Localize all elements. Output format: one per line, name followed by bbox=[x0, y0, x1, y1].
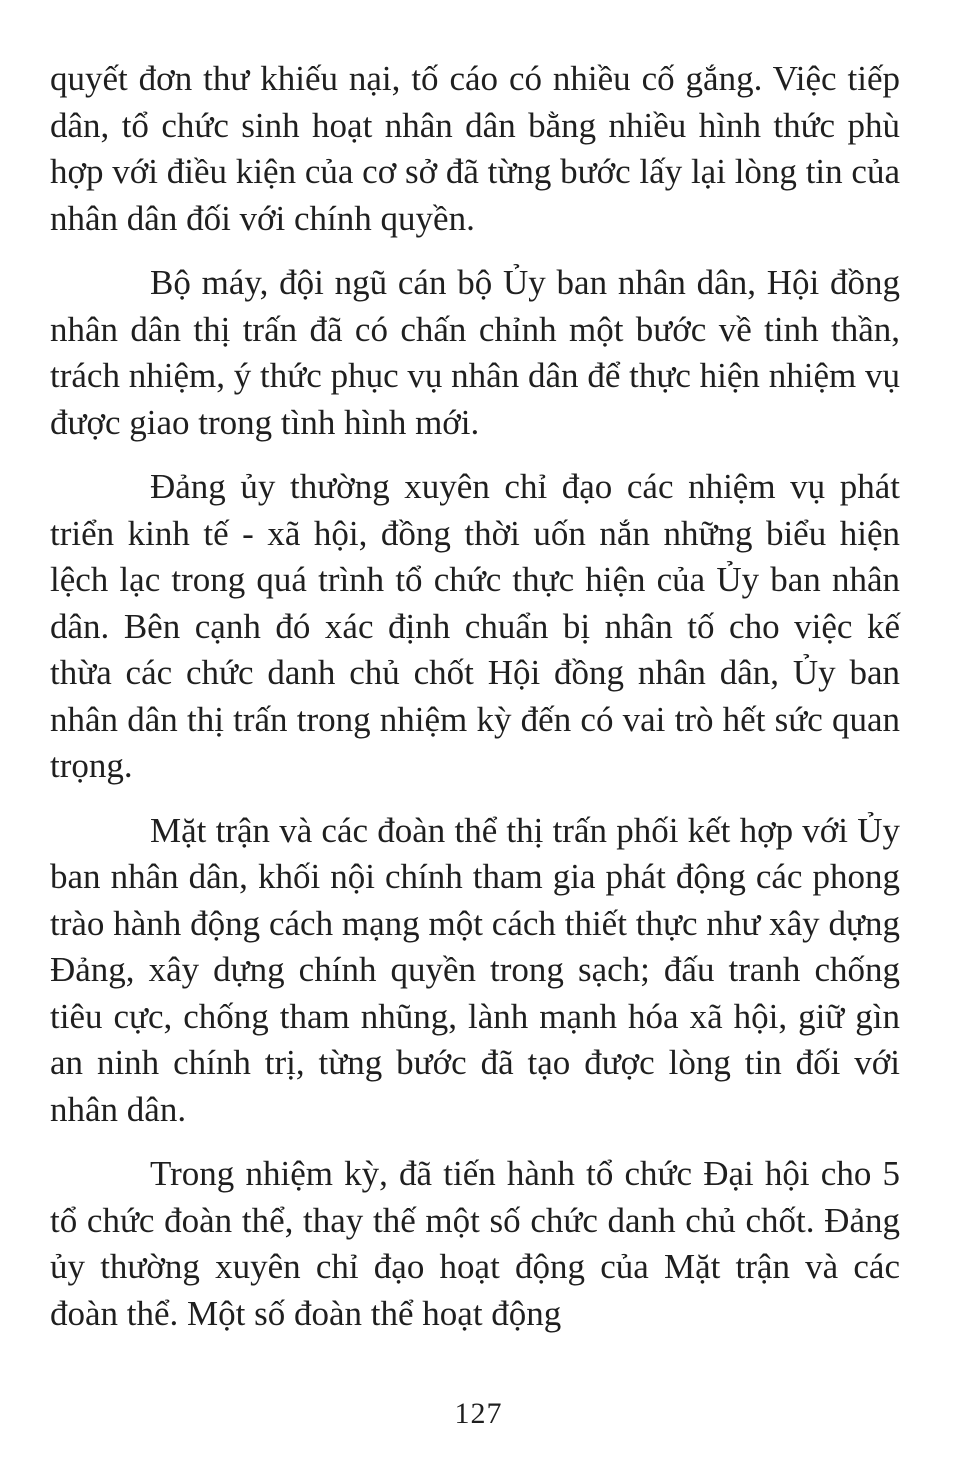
paragraph-party-committee: Đảng ủy thường xuyên chỉ đạo các nhiệm vụ phát triển kinh tế - xã hội, đồng thời uốn nắn những biểu hiện lệch lạc trong quá trình tổ chức thực hiện của Ủy ban nhân dân. Bên cạnh đó xác định chuẩn bị nhân tố cho việc kế thừa các chức danh chủ chốt Hội đồng nhân dân, Ủy ban nhân dân thị trấn trong nhiệm kỳ đến có vai trò hết sức quan trọng. bbox=[50, 467, 900, 785]
paragraph-staff-apparatus: Bộ máy, đội ngũ cán bộ Ủy ban nhân dân, Hội đồng nhân dân thị trấn đã có chấn chỉnh một bước về tinh thần, trách nhiệm, ý thức phục vụ nhân dân để thực hiện nhiệm vụ được giao trong tình hình mới. bbox=[50, 263, 900, 442]
page-number: 127 bbox=[454, 1397, 503, 1430]
paragraph-continuation: quyết đơn thư khiếu nại, tố cáo có nhiều cố gắng. Việc tiếp dân, tổ chức sinh hoạt nhân dân bằng nhiều hình thức phù hợp với điều kiện của cơ sở đã từng bước lấy lại lòng tin của nhân dân đối với chính quyền. bbox=[50, 59, 900, 238]
paragraph-term-congress: Trong nhiệm kỳ, đã tiến hành tổ chức Đại hội cho 5 tổ chức đoàn thể, thay thế một số chức danh chủ chốt. Đảng ủy thường xuyên chỉ đạo hoạt động của Mặt trận và các đoàn thể. Một số đoàn thể hoạt động bbox=[50, 1154, 900, 1333]
body-text bbox=[50, 56, 900, 1355]
paragraph-front-organizations: Mặt trận và các đoàn thể thị trấn phối kết hợp với Ủy ban nhân dân, khối nội chính tham gia phát động các phong trào hành động cách mạng một cách thiết thực như xây dựng Đảng, xây dựng chính quyền trong sạch; đấu tranh chống tiêu cực, chống tham nhũng, lành mạnh hóa xã hội, giữ gìn an ninh chính trị, từng bước đã tạo được lòng tin đối với nhân dân. bbox=[50, 810, 900, 1129]
